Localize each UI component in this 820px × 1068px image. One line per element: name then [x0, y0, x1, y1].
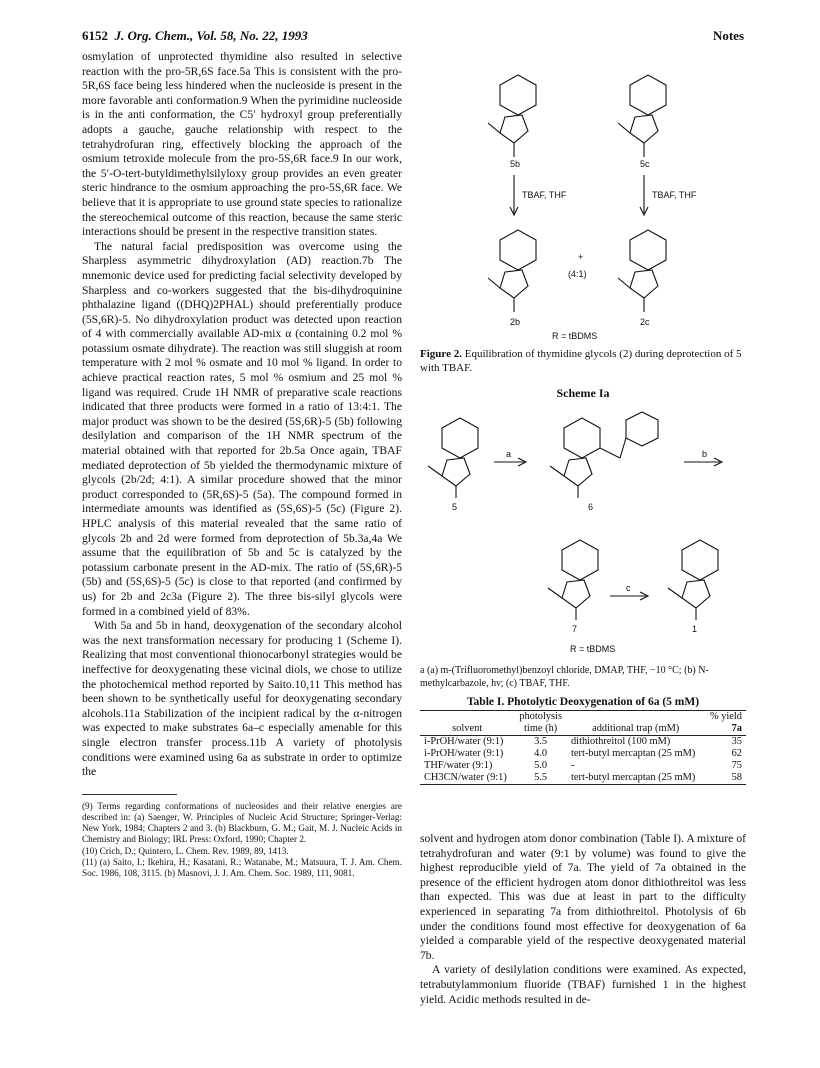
- table-cell: THF/water (9:1): [424, 760, 493, 771]
- column-header: time (h): [514, 723, 567, 736]
- table-cell: i-PrOH/water (9:1): [424, 748, 504, 759]
- table-title: Table I. Photolytic Deoxygenation of 6a (5 mM): [466, 696, 700, 708]
- compound-label: 7: [572, 624, 578, 634]
- section-label: Notes: [712, 28, 744, 43]
- plus-sign: +: [578, 252, 584, 262]
- column-header: additional trap (mM): [567, 723, 704, 736]
- photolysis-table: [420, 710, 746, 785]
- compound-label: 2b: [510, 317, 521, 327]
- scheme-1-structures: [420, 400, 746, 662]
- figure-2-caption: Figure 2. Equilibration of thymidine glycols (2) during deprotection of 5 with TBAF.: [420, 348, 742, 374]
- table-cell: tert-butyl mercaptan (25 mM): [570, 748, 696, 759]
- column-header: % yield: [709, 711, 742, 722]
- table-row: [420, 736, 746, 749]
- table-cell: 75: [731, 760, 742, 771]
- page-header: [82, 28, 744, 48]
- table-1: [420, 696, 746, 785]
- table-row: [420, 748, 746, 760]
- step-label: c: [626, 583, 631, 593]
- paragraph: solvent and hydrogen atom donor combination (Table I). A mixture of tetrahydrofuran and water (9:1 by volume) was found to give the highest reproducible yield of 7a. The yield of 7a obtained in the presence of the efficient hydrogen atom donor dithiothreitol was less than expected. This was due at least in part to the difficulty experienced in separating 7a from dithiothreitol. Photolysis of 6b under the conditions found most effective for deoxygenation of 6a yielded a comparable yield of the respective deoxygenated material 7b.: [420, 832, 746, 962]
- table-row: [420, 760, 746, 772]
- table-row: [420, 772, 746, 785]
- footnote: (10) Crich, D.; Quintero, L. Chem. Rev. 1989, 89, 1413.: [82, 845, 289, 856]
- reagent-label: TBAF, THF: [522, 190, 567, 200]
- paragraph: With 5a and 5b in hand, deoxygenation of the secondary alcohol was the next transformation necessary for producing 1 (Scheme I). Realizing that most conventional thionocarbonyl strategies would be ineffective for deoxygenating these vicinal diols, we chose to utilize the photochemical method reported by Saito.10,11 This method has been shown to be synthetically useful for deoxygenating secondary alcohols.11a Stabilization of the incipient radical by the α-nitrogen was expected to make substrates 6a–c especially amenable for this single electron transfer process.11b A variety of photolysis conditions were examined using 6a as substrate in order to optimize the: [82, 619, 402, 779]
- footnote-rule: [82, 794, 177, 795]
- table-cell: 5.5: [534, 772, 548, 783]
- compound-label: 2c: [640, 317, 650, 327]
- right-column-text: [420, 832, 746, 1007]
- table-cell: tert-butyl mercaptan (25 mM): [570, 772, 696, 783]
- scheme-footnote: a (a) m-(Trifluoromethyl)benzoyl chloride, DMAP, THF, −10 °C; (b) N-methylcarbazole, hν; (c) TBAF, THF.: [420, 665, 709, 689]
- compound-label: 5b: [510, 159, 521, 169]
- table-cell: i-PrOH/water (9:1): [424, 736, 504, 747]
- paragraph: The natural facial predisposition was overcome using the Sharpless asymmetric dihydroxylation (AD) reaction.7b The mnemonic device used for predicting facial selectivity developed by Sharpless and co-workers suggested that the bis-dihydroquinine phthalazine ligand ((DHQ)2PHAL) should preferentially produce (5S,6R)-5. No dihydroxylation product was detected upon reaction of 4 with commercially available AD-mix α (containing 0.2 mol % potassium osmate dihydrate). The reaction was still sluggish at room temperature with 2 mol % osmate and 10 mol % ligand. In order to achieve practical reaction rates, 5 mol % osmium and 25 mol % ligand was required. Crude 1H NMR of preparative scale reactions indicated that three products were formed in a ratio of 13:4:1. The major product was shown to be the desired (5S,6R)-5 (5b) following desilylation and comparison of the 1H NMR spectrum of the material obtained with that reported for 2b.5a Once again, TBAF mediated deprotection of 5b yielded the thermodynamic mixture of glycols (2b/2d; 4:1). A similar procedure showed that the minor product corresponded to (5R,6S)-5 (5a). The compound formed in intermediate amounts was identified as (5S,6S)-5 (5c) (Figure 2). HPLC analysis of this material revealed that the same ratio of glycols 2b and 2d were formed from deprotection of 5b.3a,4a We assume that the equilibration of 5b and 5c is catalyzed by the potassium carbonate present in the AD-mix. The ratio of (5S,6R)-5 (5b) and (5S,6S)-5 (5c) is close to that reported (and confirmed by us) for 2b and 2c3a (Figure 2). The three bis-silyl glycols were formed in a combined yield of 83%.: [82, 239, 402, 618]
- step-label: b: [702, 449, 708, 459]
- footnote: (11) (a) Saito, I.; Ikehira, H.; Kasatani, R.; Watanabe, M.; Matsuura, T. J. Am. Chem. Soc. 1986, 108, 3115. (b) Masnovi, J. J. Am. Chem. Soc. 1989, 111, 9081.: [82, 856, 402, 878]
- table-cell: 4.0: [534, 748, 548, 759]
- footnote: (9) Terms regarding conformations of nucleosides and their relative energies are described in: (a) Saenger, W. Principles of Nucleic Acid Structure; Springer-Verlag: New York, 1984; Chapters 2 and 3. (b) Blackburn, G. M.; Gait, M. J. Nucleic Acids in Chemistry and Biology; IRL Press: Oxford, 1990; Chapter 2.: [82, 800, 402, 845]
- table-cell: -: [570, 760, 575, 771]
- r-definition: R = tBDMS: [552, 331, 598, 341]
- column-header: 7a: [704, 723, 746, 736]
- scheme-title: Scheme Ia: [556, 386, 610, 400]
- table-cell: 35: [731, 736, 742, 747]
- column-header: solvent: [420, 723, 514, 736]
- ratio-label: (4:1): [568, 269, 587, 279]
- compound-label: 6: [588, 502, 594, 512]
- compound-label: 1: [692, 624, 698, 634]
- table-cell: CH3CN/water (9:1): [424, 772, 507, 783]
- figure-2-structures: [470, 55, 720, 345]
- paragraph: osmylation of unprotected thymidine also resulted in selective reaction with the pro-5R,6S face.5a This is consistent with the pro-5R,6S face being less hindered when the nucleoside is present in the more favorable anti conformation.9 When the pyrimidine nucleoside is in the anti conformation, the C5′ hydroxyl group preferentially adopts a gauche, gauche relationship with respect to the tetrahydrofuran ring, effectively blocking the approach of the osmium tetroxide molecule from the pro-5S,6R face.9 In our work, the 5′-O-tert-butyldimethylsilyloxy group provides an even greater steric hindrance to the osmium approaching the pro-5S,6R face. We believe that it is appropriate to use ground state species to rationalize the stereochemical outcome of this reaction, because the same steric interactions should be present in the respective transition states.: [82, 50, 402, 239]
- page-number-journal: 6152 J. Org. Chem., Vol. 58, No. 22, 1993: [82, 28, 308, 43]
- table-cell: 58: [731, 772, 742, 783]
- step-label: a: [506, 449, 512, 459]
- reagent-label: TBAF, THF: [652, 190, 697, 200]
- table-cell: dithiothreitol (100 mM): [570, 736, 671, 747]
- compound-label: 5: [452, 502, 458, 512]
- left-column: [82, 50, 402, 879]
- compound-label: 5c: [640, 159, 650, 169]
- column-header: photolysis: [519, 711, 563, 722]
- table-cell: 5.0: [534, 760, 548, 771]
- table-cell: 62: [731, 748, 742, 759]
- paragraph: A variety of desilylation conditions were examined. As expected, tetrabutylammonium fluoride (TBAF) furnished 1 in the highest yield. Acidic methods resulted in de-: [420, 963, 746, 1006]
- r-definition: R = tBDMS: [570, 644, 616, 654]
- table-cell: 3.5: [534, 736, 548, 747]
